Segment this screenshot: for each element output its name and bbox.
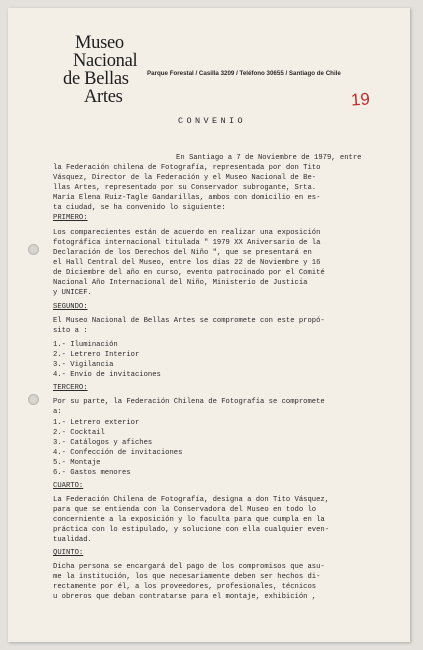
text-line: 1.- Iluminación: [53, 341, 118, 349]
text-line: María Elena Ruiz-Tagle Gandarillas, ambos con domicilio en es-: [53, 194, 321, 202]
text-line: Vásquez, Director de la Federación y el Museo Nacional de Be-: [53, 174, 317, 182]
text-line: Dicha persona se encargará del pago de los compromisos que asu-: [53, 563, 325, 571]
text-line: Por su parte, la Federación Chilena de Fotografía se compromete: [53, 398, 325, 406]
text-line: fotográfica internacional titulada " 1979 XX Aniversario de la: [53, 239, 321, 247]
section-heading: SEGUNDO:: [53, 303, 88, 311]
logo-line: de Bellas: [63, 69, 129, 89]
text-line: ta ciudad, se ha convenido lo siguiente:: [53, 204, 226, 212]
text-line: práctica con lo estipulado, y solucione con ella cualquier even-: [53, 526, 330, 534]
letterhead-address: Parque Forestal / Casilla 3209 / Teléfono 30655 / Santiago de Chile: [147, 70, 341, 77]
museum-logo: [63, 34, 153, 118]
text-line: rectamente por él, a los proveedores, profesionales, técnicos: [53, 583, 317, 591]
text-line: Los comparecientes están de acuerdo en realizar una exposición: [53, 229, 321, 237]
document-page: [8, 8, 410, 642]
text-line: 2.- Cocktail: [53, 429, 105, 437]
text-line: sito a :: [53, 327, 88, 335]
text-line: me la institución, los que necesariamente deben ser hechos di-: [53, 573, 321, 581]
text-line: En Santiago a 7 de Noviembre de 1979, entre: [176, 154, 362, 162]
text-line: llas Artes, representado por su Conservador subrogante, Srta.: [53, 184, 317, 192]
text-line: la Federación chilena de Fotografía, representada por don Tito: [53, 164, 321, 172]
text-line: 3.- Vigilancia: [53, 361, 114, 369]
text-line: concerniente a la exposición y lo faculta para que cumpla en la: [53, 516, 325, 524]
text-line: La Federación Chilena de Fotografía, designa a don Tito Vásquez,: [53, 496, 330, 504]
logo-line: Artes: [84, 87, 123, 107]
text-line: tualidad.: [53, 536, 92, 544]
section-heading: QUINTO:: [53, 549, 84, 557]
text-line: u obreros que deban contratarse para el montaje, exhibición ,: [53, 593, 317, 601]
document-title: CONVENIO: [178, 116, 247, 126]
text-line: 5.- Montaje: [53, 459, 101, 467]
text-line: para que se entienda con la Conservadora del Museo en todo lo: [53, 506, 317, 514]
text-line: 4.- Confección de invitaciones: [53, 449, 183, 457]
section-heading: CUARTO:: [53, 482, 84, 490]
text-line: el Hall Central del Museo, entre los días 22 de Noviembre y 16: [53, 259, 321, 267]
handwritten-page-number: 19: [350, 89, 371, 110]
text-line: 4.- Envío de invitaciones: [53, 371, 161, 379]
text-line: 1.- Letrero exterior: [53, 419, 140, 427]
text-line: El Museo Nacional de Bellas Artes se compromete con este propó-: [53, 317, 325, 325]
text-line: 2.- Letrero Interior: [53, 351, 140, 359]
text-line: Declaración de los Derechos del Niño ", que se presentará en: [53, 249, 312, 257]
text-line: y UNICEF.: [53, 289, 92, 297]
logo-line: Nacional: [73, 51, 138, 71]
section-heading: PRIMERO:: [53, 214, 88, 222]
logo-line: Museo: [75, 33, 124, 53]
section-heading: TERCERO:: [53, 384, 88, 392]
text-line: 3.- Catálogos y afiches: [53, 439, 153, 447]
text-line: a:: [53, 408, 62, 416]
punch-hole: [28, 244, 39, 255]
text-line: Nacional Año Internacional del Niño, Ministerio de Justicia: [53, 279, 308, 287]
text-line: de Diciembre del año en curso, evento patrocinado por el Comité: [53, 269, 325, 277]
text-line: 6.- Gastos menores: [53, 469, 131, 477]
punch-hole: [28, 394, 39, 405]
